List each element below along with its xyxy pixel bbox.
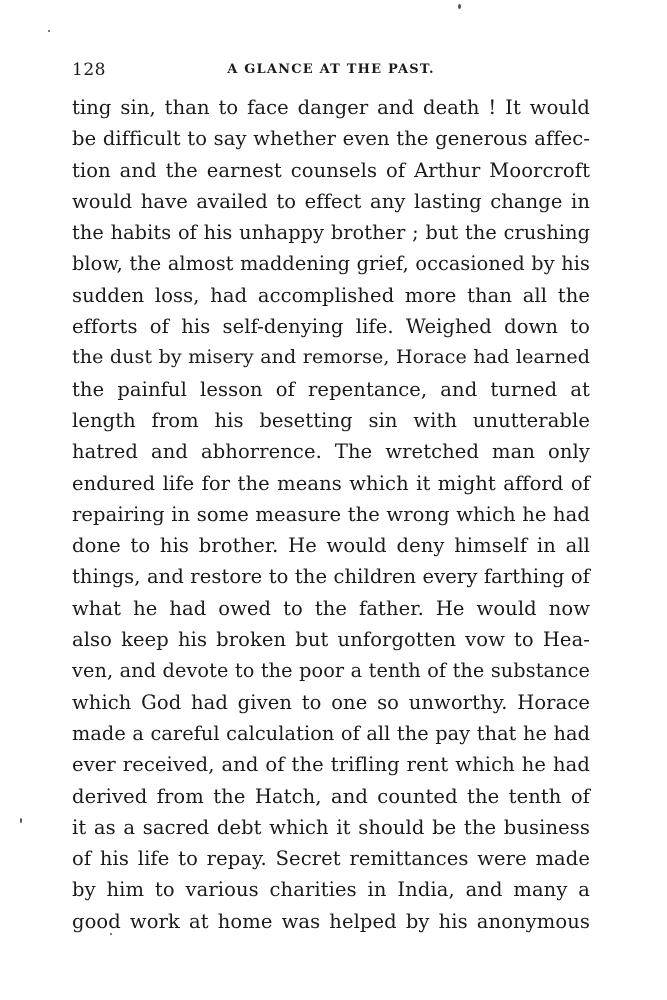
text-line: length from his besetting sin with unutterable (72, 408, 590, 432)
text-line: be difficult to say whether even the generous affec- (72, 127, 590, 151)
text-line: what he had owed to the father. He would now (72, 596, 590, 620)
text-line: it as a sacred debt which it should be the business (72, 815, 590, 839)
text-line: the dust by misery and remorse, Horace had learned (72, 346, 590, 369)
text-line: by him to various charities in India, and many a (72, 878, 590, 902)
text-line: ever received, and of the trifling rent which he had (72, 753, 590, 777)
text-line: sudden loss, had accomplished more than all the (72, 283, 590, 307)
text-line: derived from the Hatch, and counted the tenth of (72, 784, 590, 808)
running-title: A GLANCE AT THE PAST. (227, 62, 435, 77)
paper-speck (110, 933, 112, 935)
text-line: done to his brother. He would deny himself in all (72, 534, 590, 558)
text-line: good work at home was helped by his anonymous (72, 909, 590, 933)
text-line: would have availed to effect any lasting change in (72, 189, 590, 213)
text-line: the painful lesson of repentance, and turned at (72, 377, 590, 401)
text-line: repairing in some measure the wrong which he had (72, 502, 590, 526)
paper-speck (458, 4, 461, 9)
text-line: made a careful calculation of all the pay that he had (72, 721, 590, 745)
text-line: things, and restore to the children every farthing of (72, 565, 590, 589)
paper-speck (48, 30, 50, 32)
page-header (72, 60, 590, 84)
paper-speck (20, 818, 22, 823)
text-line: efforts of his self-denying life. Weighed down to (72, 315, 590, 339)
text-line: endured life for the means which it might afford of (72, 471, 590, 495)
text-line: ting sin, than to face danger and death ! It would (72, 96, 590, 119)
page-number: 128 (72, 60, 106, 80)
text-line: tion and the earnest counsels of Arthur Moorcroft (72, 158, 590, 182)
text-line: of his life to repay. Secret remittances were made (72, 847, 590, 871)
text-line: which God had given to one so unworthy. Horace (72, 690, 590, 714)
text-line: ven, and devote to the poor a tenth of the substance (72, 659, 590, 683)
text-line: hatred and abhorrence. The wretched man only (72, 440, 590, 464)
text-line: also keep his broken but unforgotten vow to Hea- (72, 628, 590, 652)
body-text (72, 92, 590, 937)
text-line: the habits of his unhappy brother ; but the crushing (72, 221, 590, 245)
text-line: blow, the almost maddening grief, occasioned by his (72, 252, 590, 276)
